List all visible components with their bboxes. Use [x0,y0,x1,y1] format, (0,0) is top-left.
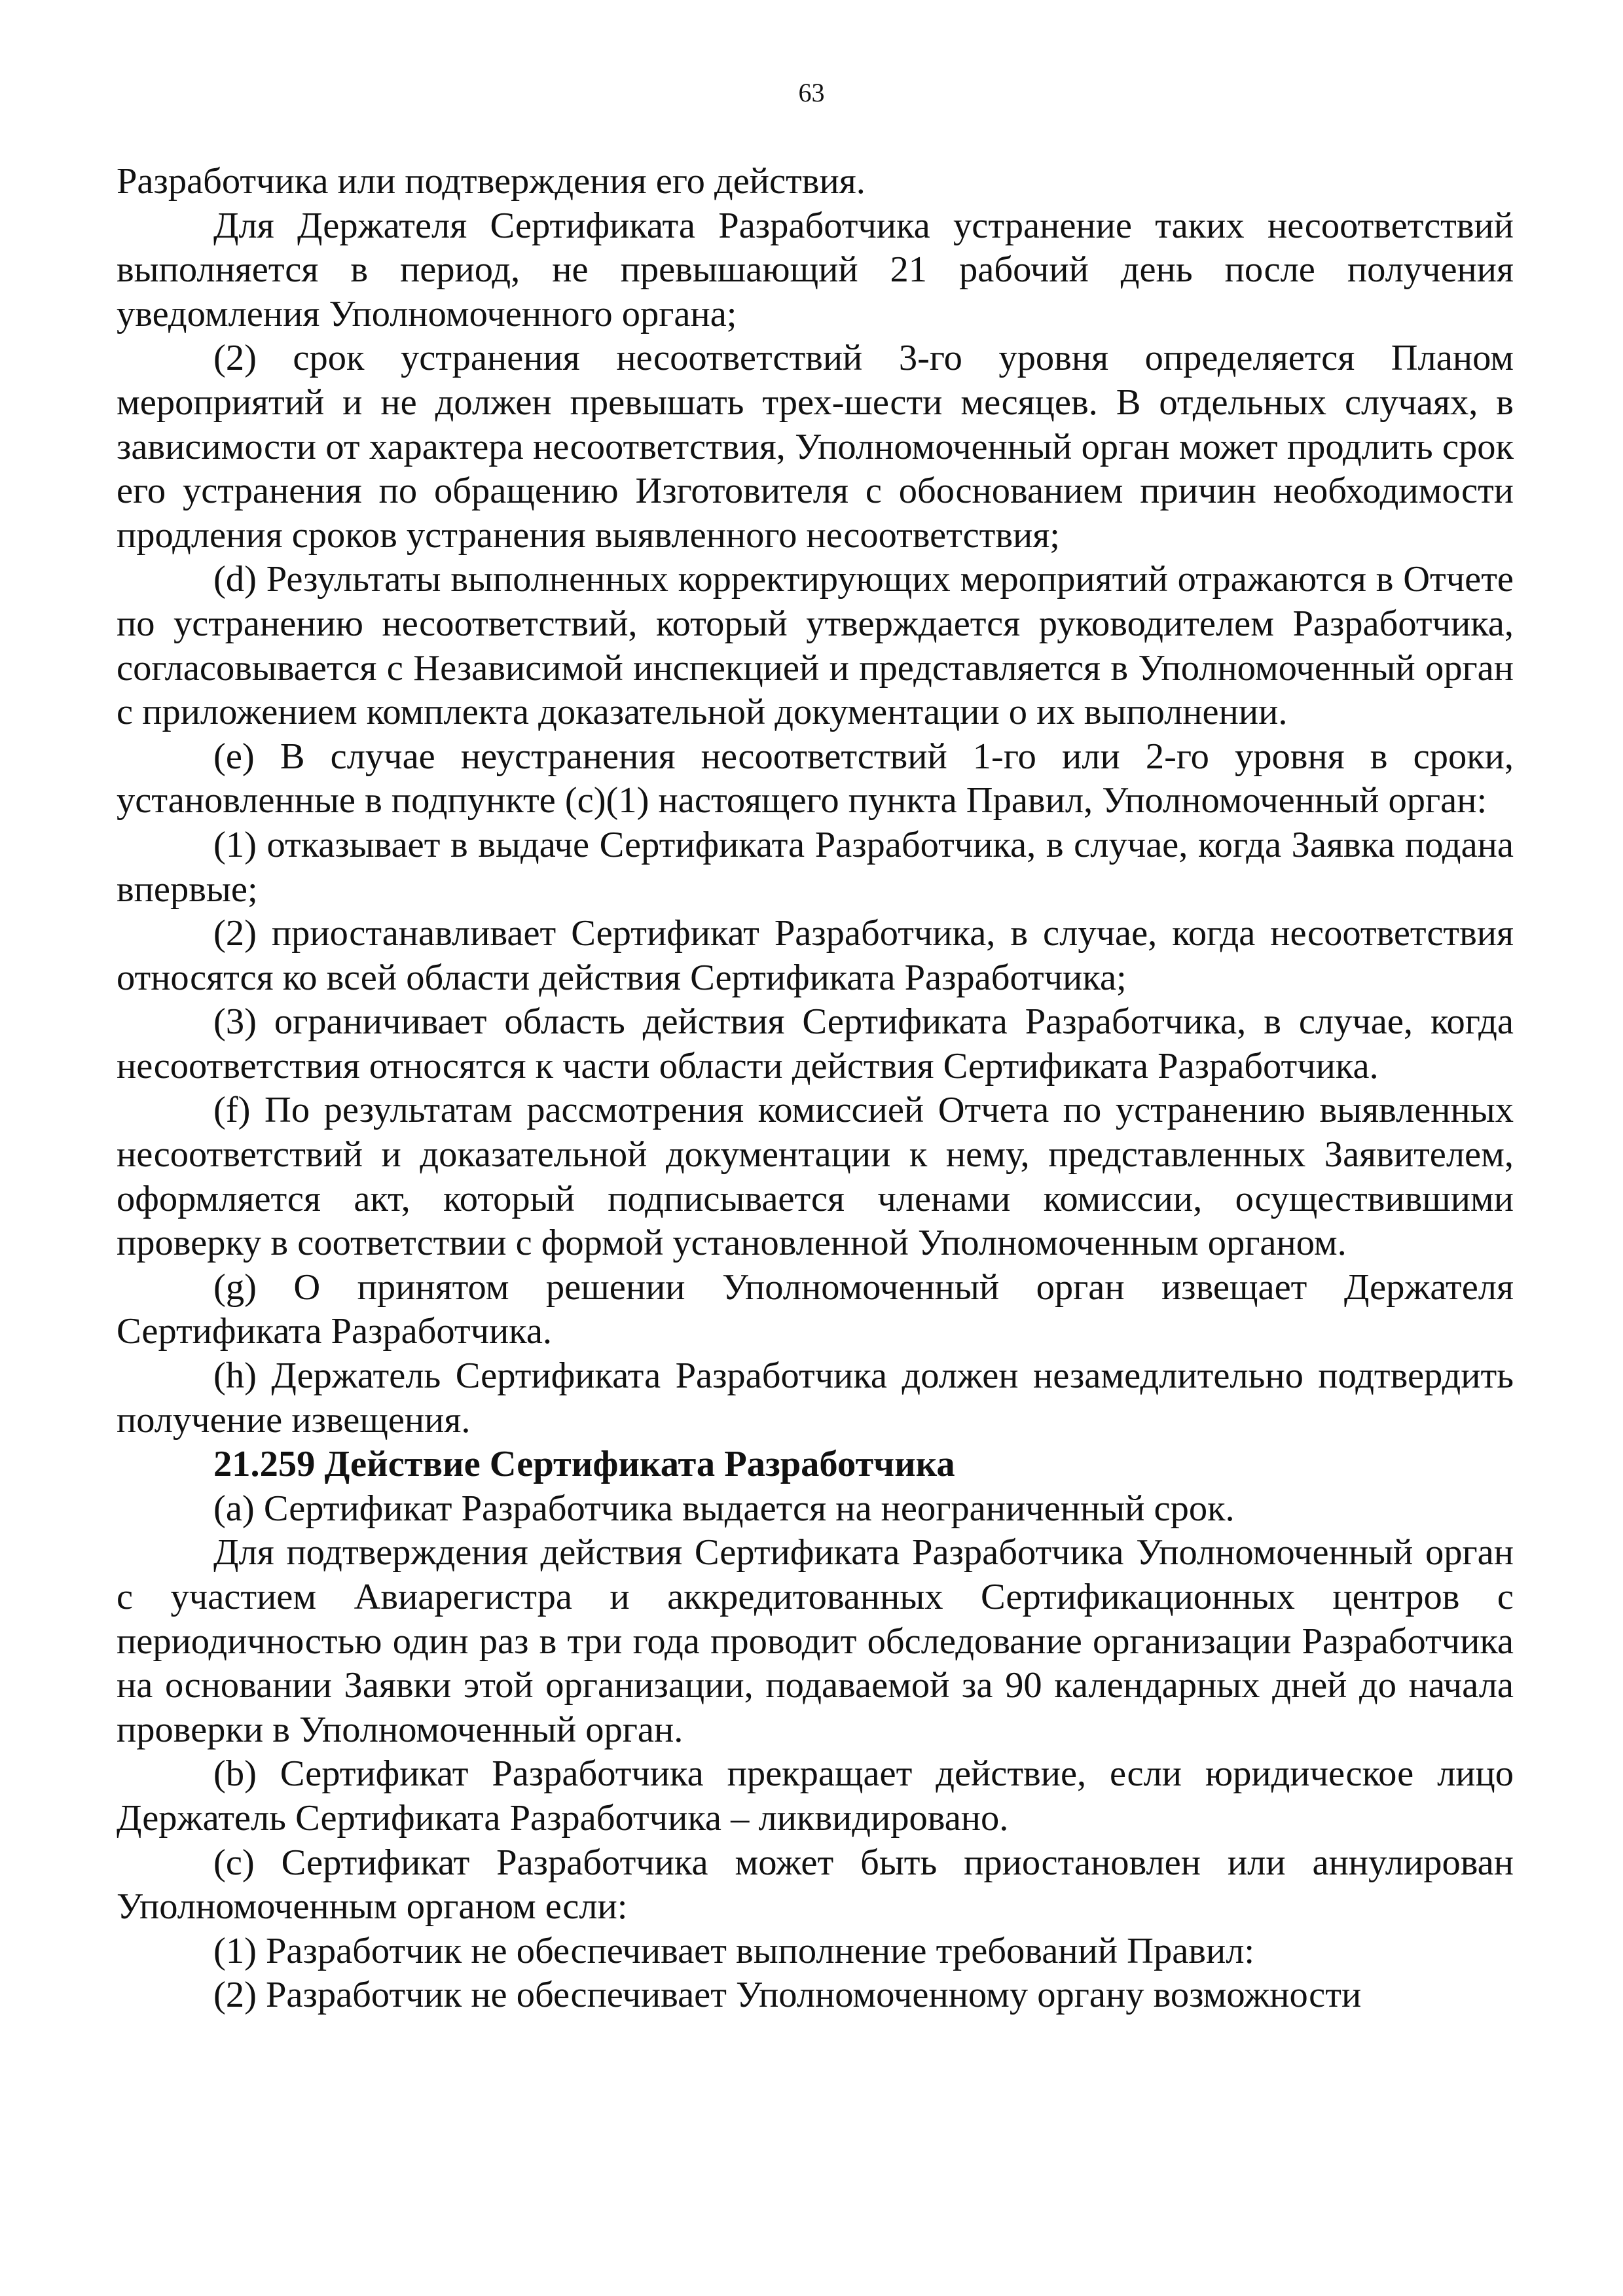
paragraph-correction-period: Для Держателя Сертификата Разработчика устранение таких несоответствий выполняется в период, не превышающий 21 рабочий день после получения уведомления Уполномоченного органа; [117,205,1514,334]
paragraph-item-h: (h) Держатель Сертификата Разработчика должен незамедлительно подтвердить получение извещения. [117,1355,1514,1441]
section-heading: 21.259 Действие Сертификата Разработчика [213,1444,955,1485]
paragraph-item-c: (c) Сертификат Разработчика может быть приостановлен или аннулирован Уполномоченным органом если: [117,1842,1514,1928]
page-number: 63 [798,78,825,107]
paragraph-item-f: (f) По результатам рассмотрения комиссией Отчета по устранению выявленных несоответствий и доказательной документации к нему, представленных Заявителем, оформляется акт, который подписывается членами комиссии, осуществившими проверку в соответствии с формой установленной Уполномоченным органом. [117,1090,1514,1264]
paragraph-continuation: Разработчика или подтверждения его действия. [117,161,866,202]
paragraph-item-a: (a) Сертификат Разработчика выдается на неограниченный срок. [213,1488,1235,1529]
paragraph-item-b: (b) Сертификат Разработчика прекращает действие, если юридическое лицо Держатель Сертификата Разработчика – ликвидировано. [117,1753,1514,1839]
paragraph-item-e2: (2) приостанавливает Сертификат Разработчика, в случае, когда несоответствия относятся ко всей области действия Сертификата Разработчика; [117,913,1514,998]
paragraph-item-c1: (1) Разработчик не обеспечивает выполнение требований Правил: [213,1930,1255,1971]
paragraph-item-e: (e) В случае неустранения несоответствий 1-го или 2-го уровня в сроки, установленные в подпункте (c)(1) настоящего пункта Правил, Уполномоченный орган: [117,736,1514,821]
document-body [117,160,1514,2018]
paragraph-item-g: (g) О принятом решении Уполномоченный орган извещает Держателя Сертификата Разработчика. [117,1266,1514,1352]
paragraph-confirmation: Для подтверждения действия Сертификата Разработчика Уполномоченный орган с участием Авиарегистра и аккредитованных Сертификационных центров с периодичностью один раз в три года проводит обследование организации Разработчика на основании Заявки этой организации, подаваемой за 90 календарных дней до начала проверки в Уполномоченный орган. [117,1532,1514,1750]
paragraph-item-d: (d) Результаты выполненных корректирующих мероприятий отражаются в Отчете по устранению несоответствий, который утверждается руководителем Разработчика, согласовывается с Независимой инспекцией и представляется в Уполномоченный орган с приложением комплекта доказательной документации о их выполнении. [117,559,1514,733]
paragraph-item-e1: (1) отказывает в выдаче Сертификата Разработчика, в случае, когда Заявка подана впервые; [117,824,1514,910]
paragraph-item-e3: (3) ограничивает область действия Сертификата Разработчика, в случае, когда несоответствия относятся к части области действия Сертификата Разработчика. [117,1001,1514,1086]
paragraph-item-c2: (2) Разработчик не обеспечивает Уполномоченному органу возможности [213,1975,1362,2016]
paragraph-level3-deadline: (2) срок устранения несоответствий 3-го уровня определяется Планом мероприятий и не должен превышать трех-шести месяцев. В отдельных случаях, в зависимости от характера несоответствия, Уполномоченный орган может продлить срок его устранения по обращению Изготовителя с обоснованием причин необходимости продления сроков устранения выявленного несоответствия; [117,338,1514,556]
